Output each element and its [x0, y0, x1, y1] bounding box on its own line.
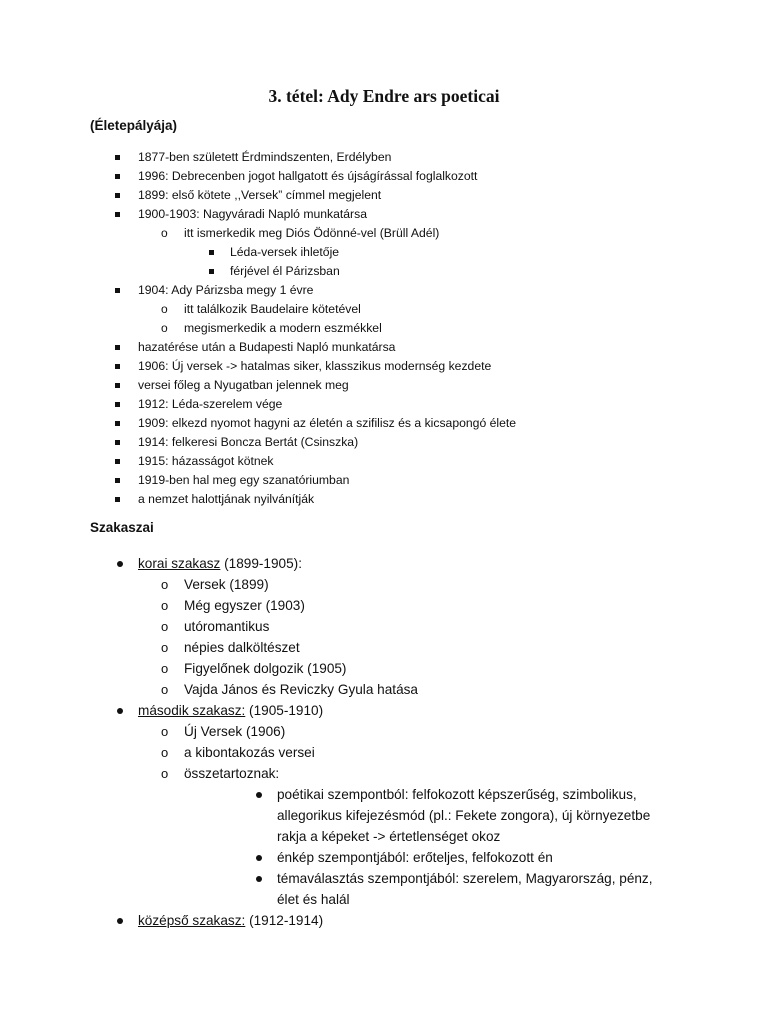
square-bullet-icon: [115, 193, 120, 198]
round-bullet-icon: [117, 918, 123, 924]
circle-bullet-icon: o: [161, 619, 169, 634]
list-item: o utóromantikus: [0, 616, 768, 637]
list-item: 1919-ben hal meg egy szanatóriumban: [0, 471, 768, 490]
square-bullet-icon: [115, 364, 120, 369]
circle-bullet-icon: o: [161, 724, 169, 739]
round-bullet-icon: [256, 876, 262, 882]
round-bullet-icon: [256, 792, 262, 798]
list-item: o összetartoznak:: [0, 763, 768, 784]
round-bullet-icon: [117, 708, 123, 714]
list-item: o a kibontakozás versei: [0, 742, 768, 763]
circle-bullet-icon: o: [161, 577, 169, 592]
round-bullet-icon: [117, 561, 123, 567]
list-item: férjével él Párizsban: [0, 262, 768, 281]
square-bullet-icon: [209, 269, 214, 274]
square-bullet-icon: [115, 478, 120, 483]
life-list: [0, 148, 768, 509]
circle-bullet-icon: o: [161, 661, 169, 676]
list-item: o Vajda János és Reviczky Gyula hatása: [0, 679, 768, 700]
list-item: o Figyelőnek dolgozik (1905): [0, 658, 768, 679]
list-item: o Új Versek (1906): [0, 721, 768, 742]
page-title: 3. tétel: Ady Endre ars poeticai: [268, 86, 500, 106]
list-item: 1899: első kötete ,,Versek” címmel megjelent: [0, 186, 768, 205]
square-bullet-icon: [115, 440, 120, 445]
list-item: 1912: Léda-szerelem vége: [0, 395, 768, 414]
stage-item: korai szakasz (1899-1905):: [0, 553, 768, 574]
list-item: o népies dalköltészet: [0, 637, 768, 658]
square-bullet-icon: [115, 497, 120, 502]
stage-item: középső szakasz: (1912-1914): [0, 910, 768, 931]
circle-bullet-icon: o: [161, 682, 169, 697]
circle-bullet-icon: o: [161, 321, 168, 335]
list-item: Léda-versek ihletője: [0, 243, 768, 262]
circle-bullet-icon: o: [161, 598, 169, 613]
stages-list: [0, 553, 768, 931]
list-item: 1904: Ady Párizsba megy 1 évre: [0, 281, 768, 300]
square-bullet-icon: [115, 383, 120, 388]
list-item: a nemzet halottjának nyilvánítják: [0, 490, 768, 509]
square-bullet-icon: [115, 174, 120, 179]
circle-bullet-icon: o: [161, 640, 169, 655]
list-item: 1996: Debrecenben jogot hallgatott és újságírással foglalkozott: [0, 167, 768, 186]
circle-bullet-icon: o: [161, 226, 168, 240]
square-bullet-icon: [115, 288, 120, 293]
list-item: o itt ismerkedik meg Diós Ödönné-vel (Brüll Adél): [0, 224, 768, 243]
list-item: 1914: felkeresi Boncza Bertát (Csinszka): [0, 433, 768, 452]
square-bullet-icon: [115, 402, 120, 407]
section-heading-stages: Szakaszai: [90, 520, 154, 535]
circle-bullet-icon: o: [161, 302, 168, 316]
list-item: versei főleg a Nyugatban jelennek meg: [0, 376, 768, 395]
list-item: hazatérése után a Budapesti Napló munkatársa: [0, 338, 768, 357]
stage-item: második szakasz: (1905-1910): [0, 700, 768, 721]
list-item: o megismerkedik a modern eszmékkel: [0, 319, 768, 338]
list-item: 1909: elkezd nyomot hagyni az életén a szifilisz és a kicsapongó élete: [0, 414, 768, 433]
circle-bullet-icon: o: [161, 745, 169, 760]
detail-item: témaválasztás szempontjából: szerelem, Magyarország, pénz, élet és halál: [0, 868, 677, 910]
square-bullet-icon: [115, 212, 120, 217]
list-item: o Még egyszer (1903): [0, 595, 768, 616]
square-bullet-icon: [115, 345, 120, 350]
list-item: o itt találkozik Baudelaire kötetével: [0, 300, 768, 319]
square-bullet-icon: [115, 459, 120, 464]
list-item: 1900-1903: Nagyváradi Napló munkatársa: [0, 205, 768, 224]
square-bullet-icon: [115, 155, 120, 160]
list-item: 1915: házasságot kötnek: [0, 452, 768, 471]
square-bullet-icon: [209, 250, 214, 255]
circle-bullet-icon: o: [161, 766, 169, 781]
section-heading-life: (Életepályája): [90, 118, 178, 133]
round-bullet-icon: [256, 855, 262, 861]
detail-item: poétikai szempontból: felfokozott képszerűség, szimbolikus, allegorikus kifejezésmód (pl.: Fekete zongora), új környezetbe rakja a képeket -> értetlenséget okoz: [0, 784, 677, 847]
detail-item: énkép szempontjából: erőteljes, felfokozott én: [0, 847, 677, 868]
square-bullet-icon: [115, 421, 120, 426]
list-item: 1906: Új versek -> hatalmas siker, klasszikus modernség kezdete: [0, 357, 768, 376]
list-item: o Versek (1899): [0, 574, 768, 595]
list-item: 1877-ben született Érdmindszenten, Erdélyben: [0, 148, 768, 167]
